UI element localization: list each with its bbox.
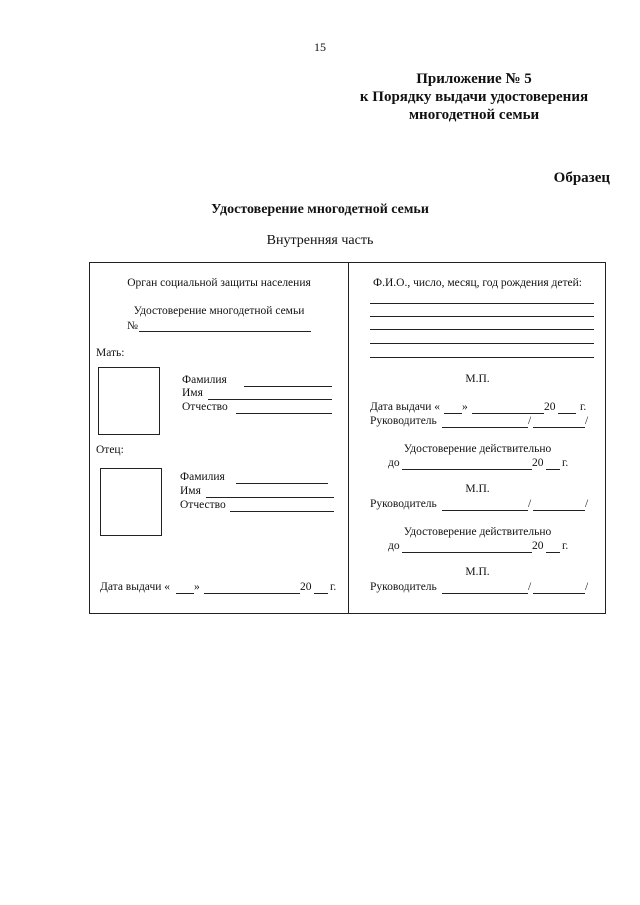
document-subtitle: Внутренняя часть <box>266 233 374 248</box>
head-2-line-b <box>533 510 585 511</box>
head-1-slash-a: / <box>528 415 532 427</box>
sample-label: Образец <box>553 170 610 186</box>
children-line-1 <box>370 303 594 304</box>
right-year-prefix: 20 <box>544 401 556 413</box>
mother-name-label: Имя <box>182 387 203 399</box>
mother-label: Мать: <box>96 347 125 359</box>
head-1-slash-b: / <box>585 415 589 427</box>
head-1-line-b <box>533 427 585 428</box>
left-issue-date-mid: » <box>194 581 200 593</box>
stamp-label-2: М.П. <box>465 483 490 495</box>
until-label-1: до <box>388 457 400 469</box>
head-1-line-a <box>442 427 528 428</box>
children-line-4 <box>370 343 594 344</box>
head-3-line-b <box>533 593 585 594</box>
father-patronymic-label: Отчество <box>180 499 226 511</box>
until-1-year-prefix: 20 <box>532 457 544 469</box>
mother-surname-label: Фамилия <box>182 374 227 386</box>
appendix-line-3: многодетной семьи <box>408 107 540 123</box>
father-surname-line <box>236 483 328 484</box>
document-title: Удостоверение многодетной семьи <box>211 202 429 217</box>
stamp-label-3: М.П. <box>465 566 490 578</box>
authority-label: Орган социальной защиты населения <box>127 277 311 289</box>
head-2-slash-a: / <box>528 498 532 510</box>
appendix-line-2: к Порядку выдачи удостоверения <box>359 89 589 105</box>
children-line-5 <box>370 357 594 358</box>
father-name-label: Имя <box>180 485 201 497</box>
head-label-3: Руководитель <box>370 581 437 593</box>
right-issue-date-prefix: Дата выдачи « <box>370 401 441 413</box>
appendix-line-1: Приложение № 5 <box>416 71 532 87</box>
until-1-year-suffix: г. <box>562 457 569 469</box>
right-issue-date-mid: » <box>462 401 468 413</box>
father-photo-box <box>100 468 162 536</box>
head-label-1: Руководитель <box>370 415 437 427</box>
left-issue-month-line <box>204 593 300 594</box>
head-2-slash-b: / <box>585 498 589 510</box>
number-line <box>139 331 311 332</box>
right-year-suffix: г. <box>580 401 587 413</box>
mother-photo-box <box>98 367 160 435</box>
certificate-label: Удостоверение многодетной семьи <box>133 305 305 317</box>
father-label: Отец: <box>96 444 124 456</box>
until-2-year-suffix: г. <box>562 540 569 552</box>
left-year-suffix: г. <box>330 581 337 593</box>
until-2-year-prefix: 20 <box>532 540 544 552</box>
children-label: Ф.И.О., число, месяц, год рождения детей: <box>373 277 582 289</box>
right-issue-day-line <box>444 413 462 414</box>
children-line-3 <box>370 329 594 330</box>
left-issue-date-prefix: Дата выдачи « <box>100 581 171 593</box>
valid-label-2: Удостоверение действительно <box>403 526 552 538</box>
stamp-label-1: М.П. <box>465 373 490 385</box>
father-patronymic-line <box>230 511 334 512</box>
mother-patronymic-line <box>236 413 332 414</box>
until-label-2: до <box>388 540 400 552</box>
head-3-slash-b: / <box>585 581 589 593</box>
children-line-2 <box>370 316 594 317</box>
right-issue-month-line <box>472 413 544 414</box>
mother-surname-line <box>244 386 332 387</box>
until-2-year-line <box>546 552 560 553</box>
certificate-inner-page <box>89 262 606 614</box>
father-surname-label: Фамилия <box>180 471 225 483</box>
mother-patronymic-label: Отчество <box>182 401 228 413</box>
until-2-line <box>402 552 532 553</box>
left-issue-day-line <box>176 593 194 594</box>
until-1-year-line <box>546 469 560 470</box>
father-name-line <box>206 497 334 498</box>
head-2-line-a <box>442 510 528 511</box>
head-3-slash-a: / <box>528 581 532 593</box>
page-number: 15 <box>314 40 326 54</box>
number-label: № <box>127 320 138 332</box>
mother-name-line <box>208 399 332 400</box>
head-label-2: Руководитель <box>370 498 437 510</box>
left-year-prefix: 20 <box>300 581 312 593</box>
left-year-line <box>314 593 328 594</box>
valid-label-1: Удостоверение действительно <box>403 443 552 455</box>
right-year-line <box>558 413 576 414</box>
until-1-line <box>402 469 532 470</box>
appendix-header <box>344 70 604 124</box>
head-3-line-a <box>442 593 528 594</box>
card-divider <box>348 263 349 613</box>
